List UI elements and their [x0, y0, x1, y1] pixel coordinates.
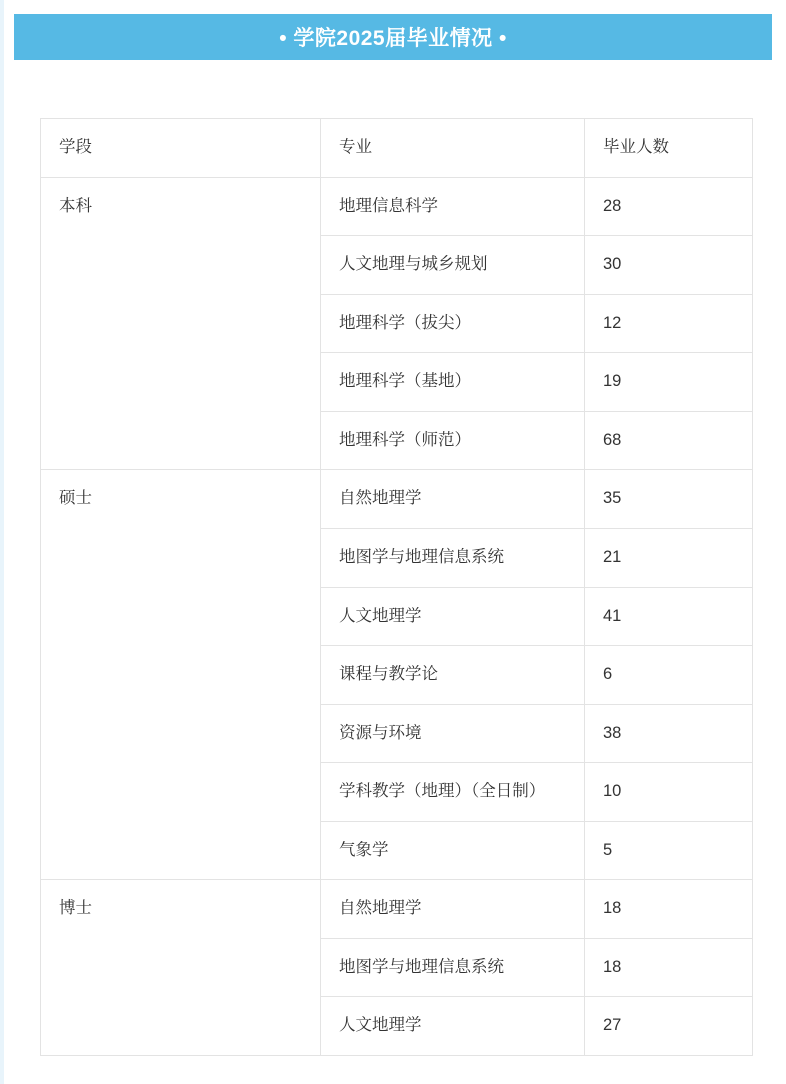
- cell-major: 地图学与地理信息系统: [321, 938, 585, 997]
- cell-major: 自然地理学: [321, 470, 585, 529]
- graduation-table-container: [40, 118, 752, 1056]
- cell-major: 地理科学（拔尖）: [321, 294, 585, 353]
- cell-major: 课程与教学论: [321, 646, 585, 705]
- table-body: [41, 177, 753, 1055]
- cell-count: 10: [585, 763, 753, 822]
- cell-major: 地图学与地理信息系统: [321, 528, 585, 587]
- cell-count: 41: [585, 587, 753, 646]
- cell-stage: 硕士: [41, 470, 321, 880]
- cell-major: 资源与环境: [321, 704, 585, 763]
- cell-count: 19: [585, 353, 753, 412]
- cell-count: 6: [585, 646, 753, 705]
- page-title-text: 学院2025届毕业情况: [293, 27, 493, 50]
- cell-major: 自然地理学: [321, 880, 585, 939]
- graduation-table: [40, 118, 753, 1056]
- cell-count: 18: [585, 880, 753, 939]
- bullet-left-icon: •: [279, 27, 288, 51]
- cell-count: 27: [585, 997, 753, 1056]
- cell-major: 地理科学（师范）: [321, 411, 585, 470]
- column-header-major: 专业: [321, 119, 585, 178]
- page-title: [279, 22, 507, 52]
- cell-major: 学科教学（地理）（全日制）: [321, 763, 585, 822]
- column-header-stage: 学段: [41, 119, 321, 178]
- left-accent-strip: [0, 0, 8, 1084]
- cell-count: 30: [585, 236, 753, 295]
- cell-major: 人文地理学: [321, 997, 585, 1056]
- cell-count: 28: [585, 177, 753, 236]
- cell-major: 地理信息科学: [321, 177, 585, 236]
- bullet-right-icon: •: [498, 27, 507, 51]
- table-row: [41, 880, 753, 939]
- cell-count: 12: [585, 294, 753, 353]
- cell-major: 地理科学（基地）: [321, 353, 585, 412]
- page-banner: [14, 14, 772, 60]
- table-row: [41, 470, 753, 529]
- cell-major: 人文地理与城乡规划: [321, 236, 585, 295]
- cell-major: 气象学: [321, 821, 585, 880]
- cell-stage: 本科: [41, 177, 321, 470]
- cell-count: 38: [585, 704, 753, 763]
- cell-count: 21: [585, 528, 753, 587]
- table-row: [41, 177, 753, 236]
- table-header-row: [41, 119, 753, 178]
- cell-count: 35: [585, 470, 753, 529]
- cell-count: 5: [585, 821, 753, 880]
- cell-count: 18: [585, 938, 753, 997]
- column-header-count: 毕业人数: [585, 119, 753, 178]
- cell-count: 68: [585, 411, 753, 470]
- cell-stage: 博士: [41, 880, 321, 1056]
- cell-major: 人文地理学: [321, 587, 585, 646]
